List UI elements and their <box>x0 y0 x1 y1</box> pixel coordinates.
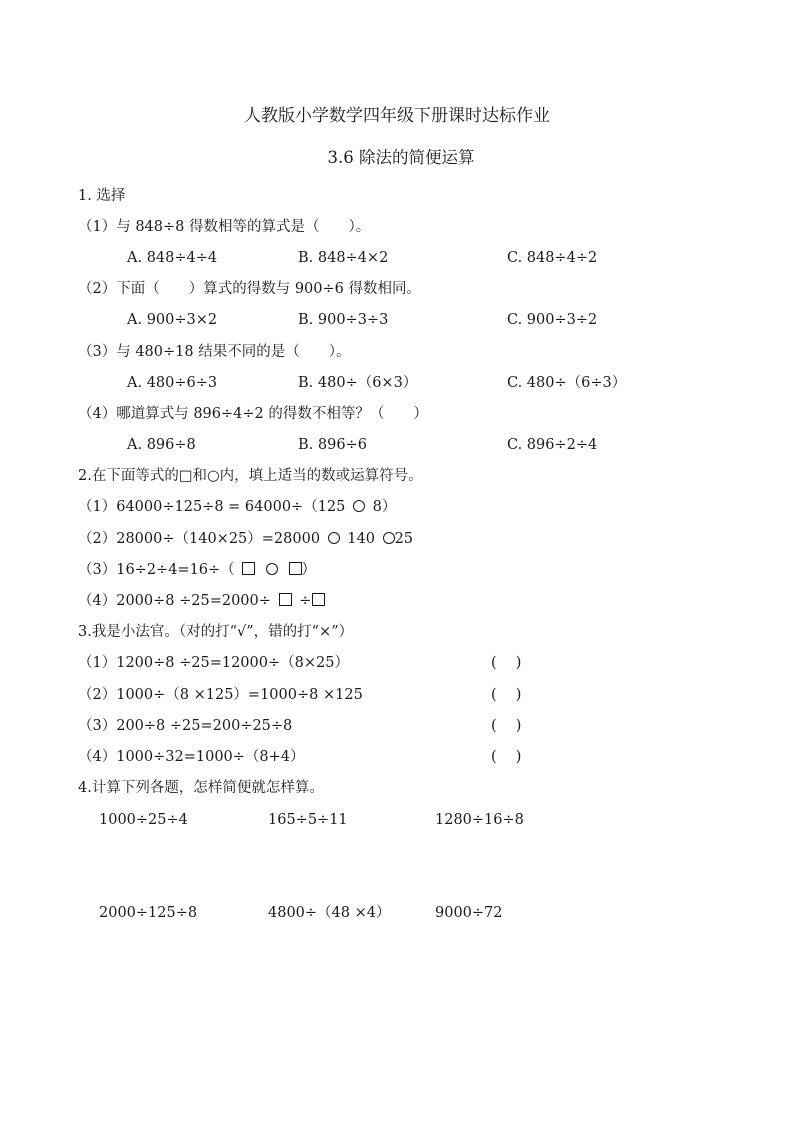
page-subtitle: 3.6 除法的简便运算 <box>327 148 475 167</box>
calc-expression: 1000÷25÷4 <box>99 812 188 828</box>
blank-circle[interactable] <box>353 500 365 512</box>
q1-option-b: B. 848÷4×2 <box>298 250 389 266</box>
calc-expression: 2000÷125÷8 <box>99 905 198 921</box>
s2-item-2-part-b: 140 <box>347 531 375 547</box>
q2-stem: （2）下面（ ）算式的得数与 900÷6 得数相同。 <box>78 281 421 297</box>
q1-option-a: A. 848÷4÷4 <box>127 250 218 266</box>
s3-item-3-answer-box[interactable]: ( ) <box>491 718 522 734</box>
blank-circle[interactable] <box>266 563 278 575</box>
blank-square[interactable] <box>242 562 255 575</box>
s3-item-1-text: （1）1200÷8 ÷25=12000÷（8×25） <box>78 655 349 671</box>
q4-stem: （4）哪道算式与 896÷4÷2 的得数不相等？（ ） <box>78 406 428 422</box>
s2-item-4-part-a: （4）2000÷8 ÷25=2000÷ <box>78 593 271 609</box>
s2-item-4-part-b: ÷ <box>299 593 312 609</box>
s3-item-1-answer-box[interactable]: ( ) <box>491 655 522 671</box>
s3-item-2-answer-box[interactable]: ( ) <box>491 687 522 703</box>
q3-stem: （3）与 480÷18 结果不同的是（ ）。 <box>78 344 351 360</box>
q3-option-b: B. 480÷（6×3） <box>298 375 418 391</box>
q3-option-a: A. 480÷6÷3 <box>127 375 218 391</box>
q1-stem: （1）与 848÷8 得数相等的算式是（ ）。 <box>78 219 371 235</box>
calc-expression: 1280÷16÷8 <box>435 812 524 828</box>
s2-item-2-part-a: （2）28000÷（140×25）=28000 <box>78 531 321 547</box>
s2-item-2 <box>78 529 413 549</box>
s2-item-3-part-b: ） <box>301 562 317 578</box>
s3-item-2-text: （2）1000÷（8 ×125）=1000÷8 ×125 <box>78 687 363 703</box>
s3-item-3-text: （3）200÷8 ÷25=200÷25÷8 <box>78 718 293 734</box>
q4-option-a: A. 896÷8 <box>127 437 196 453</box>
page-title: 人教版小学数学四年级下册课时达标作业 <box>244 106 550 126</box>
s2-item-3-part-a: （3）16÷2÷4=16÷（ <box>78 562 235 578</box>
section2-heading: 2.在下面等式的□和○内，填上适当的数或运算符号。 <box>78 468 423 484</box>
s2-item-4 <box>78 591 328 611</box>
q2-option-a: A. 900÷3×2 <box>127 312 218 328</box>
s2-item-1-part-a: （1）64000÷125÷8 = 64000÷（125 <box>78 499 346 515</box>
s3-item-4-text: （4）1000÷32=1000÷（8+4） <box>78 749 305 765</box>
blank-square[interactable] <box>289 562 302 575</box>
section4-heading: 4.计算下列各题，怎样简便就怎样算。 <box>78 780 324 796</box>
blank-square[interactable] <box>312 593 325 606</box>
s2-item-1-part-b: 8） <box>372 499 397 515</box>
s2-item-1 <box>78 497 396 517</box>
s2-item-3 <box>78 560 316 580</box>
q4-option-c: C. 896÷2÷4 <box>507 437 598 453</box>
blank-circle[interactable] <box>383 532 395 544</box>
s3-item-4-answer-box[interactable]: ( ) <box>491 749 522 765</box>
q1-option-c: C. 848÷4÷2 <box>507 250 598 266</box>
s2-item-2-part-c: 25 <box>394 531 414 547</box>
section3-heading: 3.我是小法官。（对的打“√”，错的打“×”） <box>78 624 354 640</box>
blank-circle[interactable] <box>328 532 340 544</box>
q2-option-b: B. 900÷3÷3 <box>298 312 389 328</box>
calc-expression: 165÷5÷11 <box>268 812 348 828</box>
calc-expression: 9000÷72 <box>435 905 503 921</box>
blank-square[interactable] <box>279 593 292 606</box>
calc-expression: 4800÷（48 ×4） <box>268 905 391 921</box>
q2-option-c: C. 900÷3÷2 <box>507 312 598 328</box>
q4-option-b: B. 896÷6 <box>298 437 367 453</box>
section1-heading: 1. 选择 <box>78 188 126 204</box>
q3-option-c: C. 480÷（6÷3） <box>507 375 627 391</box>
